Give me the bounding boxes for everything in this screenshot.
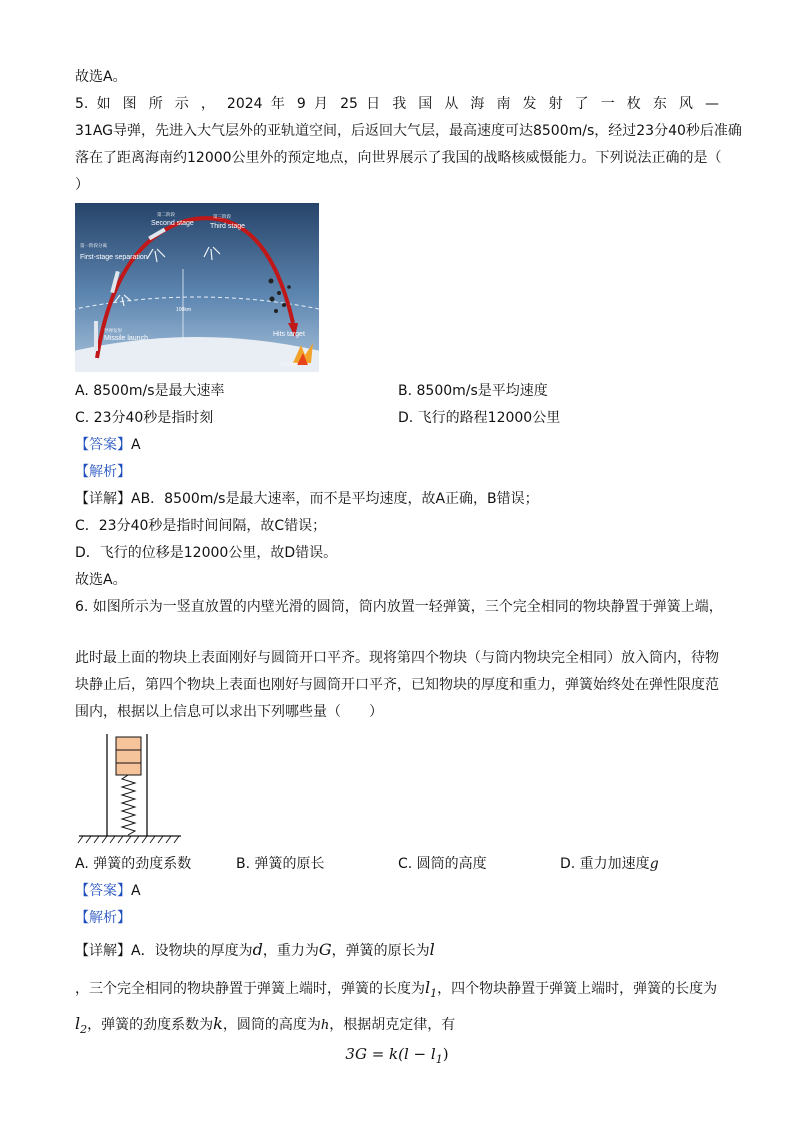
svg-text:导弹发射: 导弹发射	[104, 328, 122, 333]
block-middle	[116, 750, 141, 763]
q6-answer: 【答案】A	[75, 883, 141, 899]
q5-option-c: C. 23分40秒是指时刻	[75, 410, 214, 426]
q5-option-b: B. 8500m/s是平均速度	[398, 383, 548, 399]
q6-option-d: D. 重力加速度g	[560, 856, 659, 872]
q5-stem-line2: 31AG导弹，先进入大气层外的亚轨道空间，后返回大气层，最高速度可达8500m/s，经过23分40秒后准确	[75, 123, 742, 139]
missile-launch-body	[94, 321, 98, 351]
q5-option-a: A. 8500m/s是最大速率	[75, 383, 225, 399]
q5-stem-line4: ）	[75, 177, 89, 193]
q6-stem-line4: 围内，根据以上信息可以求出下列哪些量（ ）	[75, 704, 383, 720]
q5-analysis-tag: 【解析】	[75, 464, 131, 480]
q5-conclusion: 故选A。	[75, 572, 127, 588]
hits-target-label: Hits target	[273, 331, 305, 338]
q6-option-b: B. 弹簧的原长	[236, 856, 325, 872]
q6-stem-line2: 此时最上面的物块上表面刚好与圆筒开口平齐。现将第四个物块（与筒内物块完全相同）放入筒内，待物	[75, 650, 719, 666]
block-bottom	[116, 763, 141, 775]
q6-detail-line1: 【详解】A．设物块的厚度为d，重力为G，弹簧的原长为l	[75, 940, 435, 959]
q6-detail-line2: ，三个完全相同的物块静置于弹簧上端时，弹簧的长度为$l_1$，四个物块静置于弹簧上端时，弹簧的长度为	[75, 978, 718, 1000]
q5-option-d: D. 飞行的路程12000公里	[398, 410, 561, 426]
q4-conclusion: 故选A。	[75, 69, 127, 85]
spring-coil	[122, 775, 135, 835]
spring-cylinder-figure	[75, 731, 185, 846]
second-stage-label: Second stage	[151, 220, 194, 227]
q6-stem-line1: 6. 如图所示为一竖直放置的内壁光滑的圆筒，筒内放置一轻弹簧，三个完全相同的物块静置于弹簧上端，	[75, 599, 723, 615]
first-stage-label: First-stage separation	[80, 254, 148, 261]
svg-text:打击目标: 打击目标	[280, 362, 298, 367]
missile-trajectory-figure	[75, 203, 319, 372]
svg-text:第一阶段分离: 第一阶段分离	[80, 243, 107, 248]
svg-text:第三阶段: 第三阶段	[213, 214, 231, 219]
q6-analysis-tag: 【解析】	[75, 910, 131, 926]
ground-hatching	[78, 836, 179, 843]
missile-launch-label: Missile launch	[104, 335, 148, 342]
q6-option-a: A. 弹簧的劲度系数	[75, 856, 192, 872]
third-stage-label: Third stage	[210, 223, 246, 230]
q5-stem-line3: 落在了距离海南约12000公里外的预定地点，向世界展示了我国的战略核威慑能力。下列说法正确的是（	[75, 150, 722, 166]
q5-answer: 【答案】A	[75, 437, 141, 453]
block-top	[116, 737, 141, 750]
q5-stem-line1: 5. 如 图 所 示 ， 2024 年 9 月 25 日 我 国 从 海 南 发 射 了 一 枚 东 风 —	[75, 96, 719, 112]
q5-detail-line3: D．飞行的位移是12000公里，故D错误。	[75, 545, 338, 561]
q6-stem-line3: 块静止后，第四个物块上表面也刚好与圆筒开口平齐，已知物块的厚度和重力，弹簧始终处在弹性限度范	[75, 677, 719, 693]
svg-text:第二阶段: 第二阶段	[157, 212, 175, 217]
altitude-label: 100km	[176, 307, 192, 313]
q5-detail-line2: C．23分40秒是指时间间隔，故C错误；	[75, 518, 327, 534]
q5-detail-line1: 【详解】AB．8500m/s是最大速率，而不是平均速度，故A正确，B错误；	[75, 491, 539, 507]
q6-option-c: C. 圆筒的高度	[398, 856, 487, 872]
q6-detail-line3: $l_2$，弹簧的劲度系数为k，圆筒的高度为h，根据胡克定律，有	[75, 1014, 456, 1036]
hooke-equation: $3G = k(l - l_1)$	[345, 1045, 449, 1066]
